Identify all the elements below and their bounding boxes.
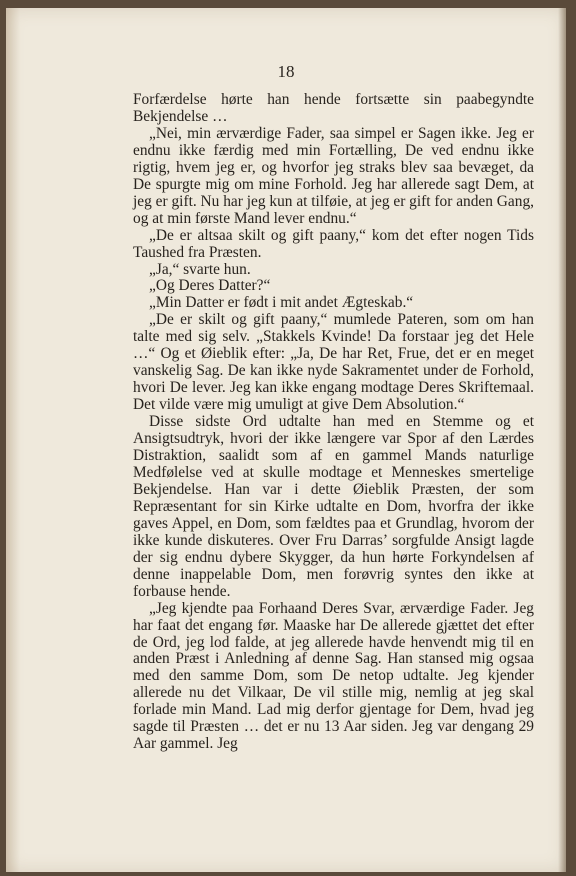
book-page: [6, 8, 566, 872]
paragraph: „Min Datter er født i mit andet Ægteskab.“: [149, 294, 414, 312]
paragraph: „Ja,“ svarte hun.: [149, 260, 251, 278]
page-binding-shadow: [6, 8, 20, 872]
paragraph: „Og Deres Datter?“: [149, 277, 271, 295]
paragraph: Disse sidste Ord udtalte han med en Stemme og et Ansigtsudtryk, hvori der ikke længere var Spor af den Lærdes Distraktion, saalidt som af en gammel Mands naturlige Medfølelse ved at skulle modtage et Menneskes smertelige Bekjendelse. Han var i dette Øieblik Præsten, der som Repræsentant for sin Kirke udtalte en Dom, hvorfra der ikke gaves Appel, en Dom, som fældtes paa et Grundlag, hvorom der ikke kunde diskuteres. Over Fru Darras’ sorgfulde Ansigt lagde der sig endnu dybere Skygger, da hun hørte Forkyndelsen af denne inappelable Dom, men forøvrig syntes den ikke at forbause hende.: [133, 413, 534, 600]
paragraph: „Jeg kjendte paa Forhaand Deres Svar, ærværdige Fader. Jeg har faat det engang før. Maaske har De allerede gjættet det efter de Ord, jeg lod falde, at jeg allerede havde henvendt mig til en anden Præst i Anledning af denne Sag. Han stansed mig ogsaa med den samme Dom, som De netop udtalte. Jeg kjender allerede nu det Vilkaar, De vil stille mig, nemlig at jeg skal forlade min Mand. Lad mig derfor gjentage for Dem, hvad jeg sagde til Præsten … det er nu 13 Aar siden. Jeg var dengang 29 Aar gammel. Jeg: [133, 599, 534, 753]
paragraph: „De er skilt og gift paany,“ mumlede Pateren, som om han talte med sig selv. „Stakkels Kvinde! Da forstaar jeg det Hele …“ Og et Øieblik efter: „Ja, De har Ret, Frue, det er en meget vanskelig Sag. De kan ikke nyde Sakramentet under de Forhold, hvori De lever. Jeg kan ikke engang modtage Deres Skriftemaal. Det vilde være mig umuligt at give Dem Absolution.“: [133, 311, 534, 414]
page-number: 18: [277, 62, 295, 81]
page-edge-shadow: [558, 8, 566, 872]
paragraph: „Nei, min ærværdige Fader, saa simpel er Sagen ikke. Jeg er endnu ikke færdig med min Fortælling, De ved endnu ikke rigtig, hvem jeg er, og hvorfor jeg straks blev saa bevæget, da De spurgte mig om mine Forhold. Jeg har allerede sagt Dem, at jeg er gift. Nu har jeg kun at tilføie, at jeg er gift for anden Gang, og at min første Mand lever endnu.“: [133, 124, 534, 227]
body-text: [133, 92, 534, 753]
paragraph: Forfærdelse hørte han hende fortsætte sin paabegyndte Bekjendelse …: [133, 91, 534, 125]
paragraph: „De er altsaa skilt og gift paany,“ kom det efter nogen Tids Taushed fra Præsten.: [133, 226, 534, 261]
